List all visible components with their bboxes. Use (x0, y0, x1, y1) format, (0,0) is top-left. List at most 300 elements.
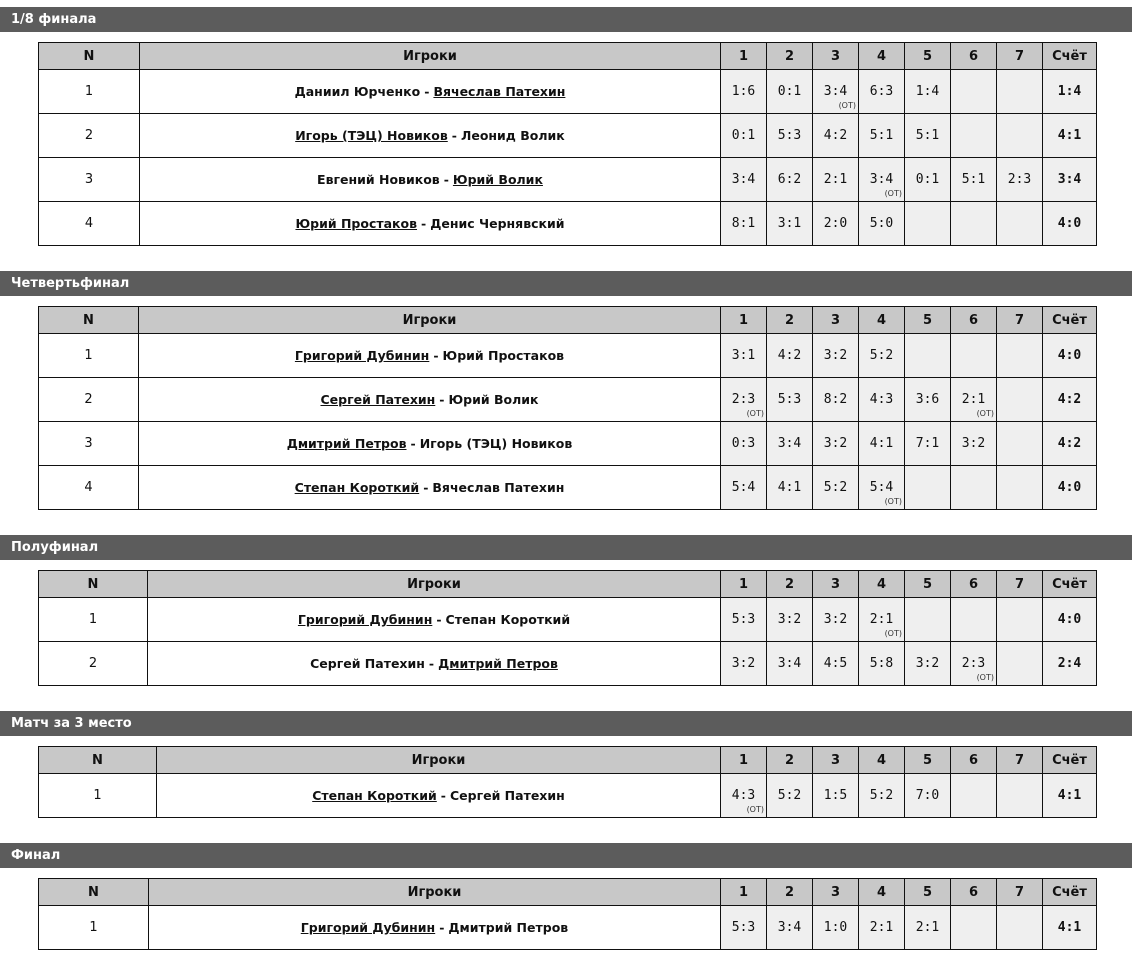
column-header-set-3: 3 (813, 879, 859, 906)
results-table (38, 42, 1097, 246)
set-score-5 (905, 422, 951, 466)
column-header-set-4: 4 (859, 879, 905, 906)
set-score-value: 4:3 (869, 392, 894, 407)
set-score-value: 0:1 (731, 128, 756, 143)
set-score-6 (951, 642, 997, 686)
player-1-name[interactable]: Юрий Простаков (295, 216, 418, 231)
set-score-1 (721, 70, 767, 114)
column-header-n: N (39, 747, 157, 774)
player-2-name[interactable]: Вячеслав Патехин (433, 84, 566, 99)
set-score-3 (813, 642, 859, 686)
set-score-value: 5:1 (869, 128, 894, 143)
match-number: 3 (39, 158, 140, 202)
overtime-mark: (ОТ) (976, 673, 994, 682)
table-row (39, 598, 1097, 642)
set-score-1 (721, 378, 767, 422)
set-score-7 (997, 378, 1043, 422)
set-score-value: 2:3 (1007, 172, 1032, 187)
column-header-set-5: 5 (905, 43, 951, 70)
player-2-name[interactable]: Юрий Волик (452, 172, 543, 187)
set-score-1 (721, 466, 767, 510)
column-header-set-6: 6 (951, 307, 997, 334)
column-header-set-3: 3 (813, 43, 859, 70)
column-header-score: Счёт (1043, 879, 1097, 906)
players-cell (148, 598, 721, 642)
table-row (39, 906, 1097, 950)
match-number: 4 (39, 466, 139, 510)
set-score-6 (951, 158, 997, 202)
set-score-value: 3:6 (915, 392, 940, 407)
set-score-value: 8:1 (731, 216, 756, 231)
set-score-1 (721, 158, 767, 202)
set-score-7 (997, 466, 1043, 510)
match-score: 3:4 (1043, 158, 1097, 202)
set-score-7 (997, 774, 1043, 818)
match-number: 3 (39, 422, 139, 466)
players-separator: - (423, 480, 429, 495)
set-score-2 (767, 466, 813, 510)
column-header-set-3: 3 (813, 571, 859, 598)
stage-title: 1/8 финала (0, 7, 1132, 32)
table-row (39, 466, 1097, 510)
set-score-5 (905, 598, 951, 642)
set-score-value: 5:2 (777, 788, 802, 803)
column-header-set-4: 4 (859, 43, 905, 70)
players-cell (139, 466, 721, 510)
match-number: 2 (39, 642, 148, 686)
set-score-2 (767, 906, 813, 950)
set-score-value: 5:4 (731, 480, 756, 495)
players-separator: - (443, 172, 449, 187)
set-score-value: 3:1 (777, 216, 802, 231)
set-score-4 (859, 598, 905, 642)
set-score-value: 4:1 (869, 436, 894, 451)
match-score: 4:2 (1043, 422, 1097, 466)
player-1-name[interactable]: Дмитрий Петров (286, 436, 407, 451)
set-score-value: 5:3 (777, 128, 802, 143)
set-score-6 (951, 202, 997, 246)
set-score-value: 2:1 (823, 172, 848, 187)
players-cell (139, 378, 721, 422)
column-header-set-7: 7 (997, 307, 1043, 334)
table-row (39, 774, 1097, 818)
match-number: 1 (39, 334, 139, 378)
column-header-players: Игроки (140, 43, 721, 70)
table-row (39, 70, 1097, 114)
set-score-4 (859, 642, 905, 686)
column-header-players: Игроки (139, 307, 721, 334)
set-score-7 (997, 422, 1043, 466)
set-score-value: 5:2 (869, 788, 894, 803)
set-score-value: 2:3 (961, 656, 986, 671)
results-table (38, 306, 1097, 510)
match-number: 2 (39, 378, 139, 422)
set-score-7 (997, 70, 1043, 114)
players-separator: - (421, 216, 427, 231)
column-header-n: N (39, 571, 148, 598)
column-header-set-2: 2 (767, 747, 813, 774)
set-score-value: 7:0 (915, 788, 940, 803)
column-header-n: N (39, 307, 139, 334)
players-cell (149, 906, 721, 950)
set-score-5 (905, 202, 951, 246)
column-header-set-5: 5 (905, 879, 951, 906)
set-score-value: 3:2 (823, 612, 848, 627)
set-score-5 (905, 642, 951, 686)
set-score-7 (997, 158, 1043, 202)
players-separator: - (439, 392, 445, 407)
stage-title: Полуфинал (0, 535, 1132, 560)
set-score-2 (767, 774, 813, 818)
set-score-value: 4:1 (777, 480, 802, 495)
set-score-6 (951, 334, 997, 378)
column-header-set-7: 7 (997, 571, 1043, 598)
set-score-4 (859, 158, 905, 202)
set-score-1 (721, 906, 767, 950)
player-2-name[interactable]: Юрий Простаков (442, 348, 565, 363)
set-score-2 (767, 202, 813, 246)
set-score-1 (721, 774, 767, 818)
match-number: 2 (39, 114, 140, 158)
set-score-3 (813, 422, 859, 466)
set-score-6 (951, 70, 997, 114)
set-score-6 (951, 598, 997, 642)
column-header-set-1: 1 (721, 747, 767, 774)
overtime-mark: (ОТ) (746, 409, 764, 418)
players-cell (139, 422, 721, 466)
set-score-2 (767, 642, 813, 686)
set-score-6 (951, 774, 997, 818)
player-2-name[interactable]: Леонид Волик (460, 128, 565, 143)
column-header-set-7: 7 (997, 879, 1043, 906)
column-header-set-6: 6 (951, 43, 997, 70)
set-score-3 (813, 334, 859, 378)
match-score: 4:1 (1043, 906, 1097, 950)
set-score-value: 3:2 (961, 436, 986, 451)
set-score-4 (859, 422, 905, 466)
set-score-4 (859, 906, 905, 950)
set-score-value: 3:4 (777, 436, 802, 451)
column-header-set-2: 2 (767, 879, 813, 906)
match-score: 4:0 (1043, 334, 1097, 378)
set-score-value: 5:8 (869, 656, 894, 671)
players-cell (140, 114, 721, 158)
table-row (39, 378, 1097, 422)
table-row (39, 642, 1097, 686)
player-1-name[interactable]: Даниил Юрченко (294, 84, 421, 99)
set-score-value: 6:2 (777, 172, 802, 187)
set-score-2 (767, 598, 813, 642)
column-header-set-1: 1 (721, 307, 767, 334)
set-score-2 (767, 158, 813, 202)
player-2-name[interactable]: Игорь (ТЭЦ) Новиков (419, 436, 573, 451)
players-cell (140, 70, 721, 114)
set-score-2 (767, 334, 813, 378)
column-header-set-2: 2 (767, 571, 813, 598)
match-number: 4 (39, 202, 140, 246)
header-row (39, 879, 1097, 906)
set-score-5 (905, 334, 951, 378)
set-score-4 (859, 114, 905, 158)
table-row (39, 422, 1097, 466)
player-1-name[interactable]: Григорий Дубинин (300, 920, 436, 935)
set-score-value: 3:2 (823, 436, 848, 451)
set-score-3 (813, 466, 859, 510)
set-score-5 (905, 114, 951, 158)
players-separator: - (410, 436, 416, 451)
set-score-value: 5:4 (869, 480, 894, 495)
column-header-set-4: 4 (859, 571, 905, 598)
set-score-value: 0:3 (731, 436, 756, 451)
set-score-1 (721, 202, 767, 246)
set-score-5 (905, 378, 951, 422)
column-header-score: Счёт (1043, 747, 1097, 774)
table-row (39, 114, 1097, 158)
results-table (38, 570, 1097, 686)
overtime-mark: (ОТ) (976, 409, 994, 418)
players-cell (140, 202, 721, 246)
player-2-name[interactable]: Степан Короткий (445, 612, 571, 627)
stage-title: Финал (0, 843, 1132, 868)
player-1-name[interactable]: Григорий Дубинин (297, 612, 433, 627)
set-score-value: 1:0 (823, 920, 848, 935)
stage-title: Матч за 3 место (0, 711, 1132, 736)
match-number: 1 (39, 598, 148, 642)
column-header-players: Игроки (148, 571, 721, 598)
player-1-name[interactable]: Степан Короткий (294, 480, 420, 495)
match-score: 4:2 (1043, 378, 1097, 422)
set-score-value: 7:1 (915, 436, 940, 451)
header-row (39, 747, 1097, 774)
set-score-value: 5:2 (823, 480, 848, 495)
set-score-value: 5:1 (961, 172, 986, 187)
match-score: 4:0 (1043, 466, 1097, 510)
column-header-score: Счёт (1043, 307, 1097, 334)
set-score-1 (721, 422, 767, 466)
set-score-4 (859, 466, 905, 510)
set-score-1 (721, 598, 767, 642)
column-header-set-7: 7 (997, 43, 1043, 70)
column-header-set-5: 5 (905, 571, 951, 598)
players-cell (148, 642, 721, 686)
set-score-5 (905, 158, 951, 202)
players-separator: - (433, 348, 439, 363)
set-score-3 (813, 598, 859, 642)
player-2-name[interactable]: Юрий Волик (448, 392, 539, 407)
players-cell (140, 158, 721, 202)
table-row (39, 202, 1097, 246)
set-score-value: 3:4 (823, 84, 848, 99)
set-score-6 (951, 422, 997, 466)
set-score-value: 3:2 (915, 656, 940, 671)
set-score-2 (767, 114, 813, 158)
player-2-name[interactable]: Дмитрий Петров (438, 656, 558, 671)
set-score-7 (997, 642, 1043, 686)
column-header-set-4: 4 (859, 747, 905, 774)
set-score-6 (951, 466, 997, 510)
player-2-name[interactable]: Денис Чернявский (430, 216, 565, 231)
column-header-set-2: 2 (767, 307, 813, 334)
set-score-7 (997, 114, 1043, 158)
set-score-2 (767, 378, 813, 422)
column-header-set-7: 7 (997, 747, 1043, 774)
set-score-value: 4:5 (823, 656, 848, 671)
overtime-mark: (ОТ) (884, 629, 902, 638)
table-row (39, 158, 1097, 202)
set-score-value: 3:1 (731, 348, 756, 363)
set-score-value: 3:2 (777, 612, 802, 627)
set-score-5 (905, 70, 951, 114)
set-score-value: 5:1 (915, 128, 940, 143)
set-score-3 (813, 378, 859, 422)
set-score-value: 3:4 (731, 172, 756, 187)
set-score-value: 5:2 (869, 348, 894, 363)
table-row (39, 334, 1097, 378)
set-score-value: 5:3 (731, 612, 756, 627)
set-score-3 (813, 114, 859, 158)
set-score-value: 2:0 (823, 216, 848, 231)
player-1-name[interactable]: Сергей Патехин (310, 656, 425, 671)
set-score-4 (859, 334, 905, 378)
set-score-4 (859, 774, 905, 818)
set-score-value: 3:2 (731, 656, 756, 671)
players-separator: - (424, 84, 430, 99)
match-score: 1:4 (1043, 70, 1097, 114)
set-score-5 (905, 466, 951, 510)
set-score-value: 5:0 (869, 216, 894, 231)
set-score-7 (997, 202, 1043, 246)
overtime-mark: (ОТ) (884, 497, 902, 506)
column-header-set-3: 3 (813, 307, 859, 334)
set-score-7 (997, 598, 1043, 642)
overtime-mark: (ОТ) (746, 805, 764, 814)
set-score-value: 4:3 (731, 788, 756, 803)
set-score-7 (997, 906, 1043, 950)
set-score-4 (859, 378, 905, 422)
set-score-5 (905, 906, 951, 950)
set-score-value: 2:1 (915, 920, 940, 935)
player-2-name[interactable]: Сергей Патехин (449, 788, 565, 803)
column-header-set-2: 2 (767, 43, 813, 70)
set-score-4 (859, 202, 905, 246)
player-1-name[interactable]: Степан Короткий (312, 788, 437, 803)
set-score-value: 5:3 (777, 392, 802, 407)
column-header-set-1: 1 (721, 571, 767, 598)
column-header-set-6: 6 (951, 879, 997, 906)
players-separator: - (440, 788, 446, 803)
column-header-set-1: 1 (721, 43, 767, 70)
match-number: 1 (39, 906, 149, 950)
set-score-value: 1:6 (731, 84, 756, 99)
set-score-value: 2:1 (869, 612, 894, 627)
match-score: 2:4 (1043, 642, 1097, 686)
column-header-score: Счёт (1043, 571, 1097, 598)
stage-title: Четвертьфинал (0, 271, 1132, 296)
players-separator: - (439, 920, 445, 935)
match-score: 4:0 (1043, 598, 1097, 642)
set-score-6 (951, 114, 997, 158)
match-score: 4:1 (1043, 774, 1097, 818)
results-table (38, 878, 1097, 950)
player-2-name[interactable]: Вячеслав Патехин (432, 480, 565, 495)
player-1-name[interactable]: Сергей Патехин (320, 392, 436, 407)
match-score: 4:0 (1043, 202, 1097, 246)
set-score-value: 0:1 (915, 172, 940, 187)
header-row (39, 43, 1097, 70)
set-score-3 (813, 774, 859, 818)
set-score-value: 0:1 (777, 84, 802, 99)
column-header-players: Игроки (149, 879, 721, 906)
header-row (39, 307, 1097, 334)
set-score-value: 8:2 (823, 392, 848, 407)
overtime-mark: (ОТ) (884, 189, 902, 198)
players-cell (157, 774, 721, 818)
match-number: 1 (39, 70, 140, 114)
set-score-value: 5:3 (731, 920, 756, 935)
match-number: 1 (39, 774, 157, 818)
results-table (38, 746, 1097, 818)
set-score-6 (951, 906, 997, 950)
header-row (39, 571, 1097, 598)
column-header-set-4: 4 (859, 307, 905, 334)
set-score-7 (997, 334, 1043, 378)
set-score-value: 1:4 (915, 84, 940, 99)
set-score-3 (813, 202, 859, 246)
match-score: 4:1 (1043, 114, 1097, 158)
column-header-set-5: 5 (905, 747, 951, 774)
set-score-value: 2:1 (961, 392, 986, 407)
set-score-value: 3:4 (777, 920, 802, 935)
column-header-set-6: 6 (951, 747, 997, 774)
set-score-value: 2:1 (869, 920, 894, 935)
players-cell (139, 334, 721, 378)
column-header-n: N (39, 43, 140, 70)
set-score-value: 3:4 (869, 172, 894, 187)
player-2-name[interactable]: Дмитрий Петров (448, 920, 569, 935)
set-score-6 (951, 378, 997, 422)
column-header-set-3: 3 (813, 747, 859, 774)
set-score-value: 2:3 (731, 392, 756, 407)
player-1-name[interactable]: Григорий Дубинин (294, 348, 430, 363)
column-header-n: N (39, 879, 149, 906)
column-header-score: Счёт (1043, 43, 1097, 70)
set-score-value: 1:5 (823, 788, 848, 803)
column-header-set-6: 6 (951, 571, 997, 598)
set-score-4 (859, 70, 905, 114)
player-1-name[interactable]: Евгений Новиков (317, 172, 440, 187)
set-score-3 (813, 158, 859, 202)
set-score-5 (905, 774, 951, 818)
set-score-3 (813, 906, 859, 950)
set-score-1 (721, 114, 767, 158)
players-separator: - (428, 656, 435, 671)
players-separator: - (451, 128, 457, 143)
set-score-3 (813, 70, 859, 114)
player-1-name[interactable]: Игорь (ТЭЦ) Новиков (295, 128, 448, 143)
set-score-2 (767, 70, 813, 114)
column-header-players: Игроки (157, 747, 721, 774)
set-score-1 (721, 642, 767, 686)
set-score-value: 6:3 (869, 84, 894, 99)
overtime-mark: (ОТ) (838, 101, 856, 110)
players-separator: - (436, 612, 442, 627)
set-score-2 (767, 422, 813, 466)
set-score-value: 4:2 (777, 348, 802, 363)
set-score-1 (721, 334, 767, 378)
set-score-value: 3:2 (823, 348, 848, 363)
set-score-value: 3:4 (777, 656, 802, 671)
column-header-set-1: 1 (721, 879, 767, 906)
